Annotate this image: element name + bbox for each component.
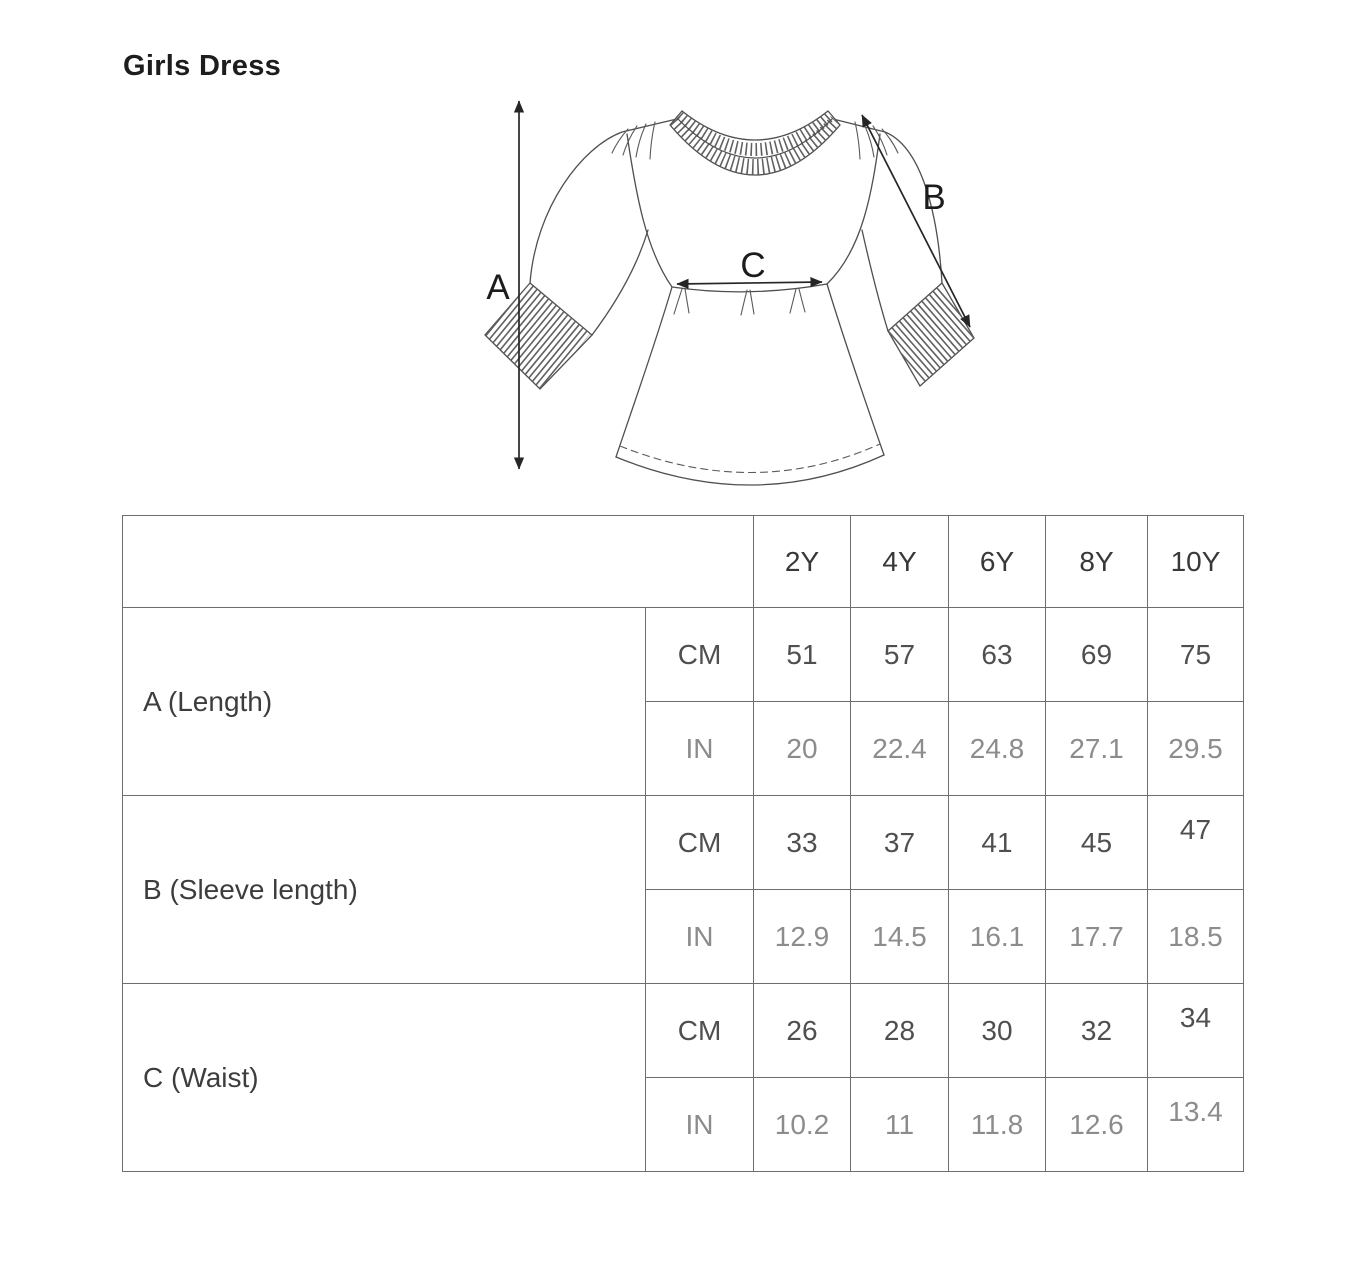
size-value-cell: 12.6: [1046, 1078, 1148, 1172]
size-value-cell: 29.5: [1148, 702, 1244, 796]
size-value-cell: 32: [1046, 984, 1148, 1078]
hem-edge: [616, 455, 884, 485]
size-value-cell: 11: [851, 1078, 949, 1172]
collar: [670, 111, 840, 175]
unit-cell: IN: [646, 702, 754, 796]
size-chart-table: [122, 515, 1244, 1172]
size-value-cell: 47: [1148, 796, 1244, 890]
left-shoulder-gathers: [612, 122, 655, 159]
hem-stitch-line: [620, 444, 880, 473]
label-a: A: [486, 268, 510, 307]
page-title: Girls Dress: [123, 50, 282, 82]
waist-pleat-marks: [674, 289, 805, 315]
size-value-cell: 33: [754, 796, 851, 890]
size-header-cell: 6Y: [949, 516, 1046, 608]
size-value-cell: 34: [1148, 984, 1244, 1078]
size-value-cell: 26: [754, 984, 851, 1078]
size-header-row: [123, 516, 1244, 608]
size-value-cell: 10.2: [754, 1078, 851, 1172]
bodice-right-seam: [827, 134, 880, 284]
row-label-cell: A (Length): [123, 608, 646, 796]
row-label-cell: B (Sleeve length): [123, 796, 646, 984]
size-value-cell: 11.8: [949, 1078, 1046, 1172]
unit-cell: CM: [646, 984, 754, 1078]
size-value-cell: 28: [851, 984, 949, 1078]
unit-cell: CM: [646, 796, 754, 890]
size-value-cell: 22.4: [851, 702, 949, 796]
right-sleeve-inner: [862, 230, 888, 331]
size-value-cell: 30: [949, 984, 1046, 1078]
table-row: [123, 608, 1244, 702]
left-sleeve-inner: [592, 230, 648, 335]
left-sleeve-outer: [530, 132, 622, 283]
size-value-cell: 41: [949, 796, 1046, 890]
size-value-cell: 69: [1046, 608, 1148, 702]
size-header-cell: 4Y: [851, 516, 949, 608]
bodice-left-seam: [627, 134, 672, 287]
size-value-cell: 75: [1148, 608, 1244, 702]
size-value-cell: 63: [949, 608, 1046, 702]
size-value-cell: 20: [754, 702, 851, 796]
skirt-left-edge: [616, 287, 672, 457]
empty-header-cell: [123, 516, 754, 608]
size-value-cell: 18.5: [1148, 890, 1244, 984]
size-value-cell: 24.8: [949, 702, 1046, 796]
unit-cell: IN: [646, 1078, 754, 1172]
table-row: [123, 796, 1244, 890]
size-value-cell: 16.1: [949, 890, 1046, 984]
size-value-cell: 27.1: [1046, 702, 1148, 796]
label-c: C: [740, 246, 766, 285]
size-value-cell: 57: [851, 608, 949, 702]
skirt-right-edge: [827, 284, 884, 455]
right-cuff: [888, 283, 974, 386]
size-value-cell: 51: [754, 608, 851, 702]
table-row: [123, 984, 1244, 1078]
size-header-cell: 2Y: [754, 516, 851, 608]
size-value-cell: 37: [851, 796, 949, 890]
row-label-cell: C (Waist): [123, 984, 646, 1172]
size-header-cell: 8Y: [1046, 516, 1148, 608]
size-value-cell: 17.7: [1046, 890, 1148, 984]
waist-seam: [672, 284, 827, 292]
label-b: B: [922, 178, 946, 217]
dress-measurement-diagram: [470, 85, 990, 495]
size-value-cell: 14.5: [851, 890, 949, 984]
right-shoulder-gathers: [855, 122, 898, 159]
size-value-cell: 12.9: [754, 890, 851, 984]
unit-cell: CM: [646, 608, 754, 702]
size-value-cell: 45: [1046, 796, 1148, 890]
unit-cell: IN: [646, 890, 754, 984]
size-value-cell: 13.4: [1148, 1078, 1244, 1172]
size-header-cell: 10Y: [1148, 516, 1244, 608]
